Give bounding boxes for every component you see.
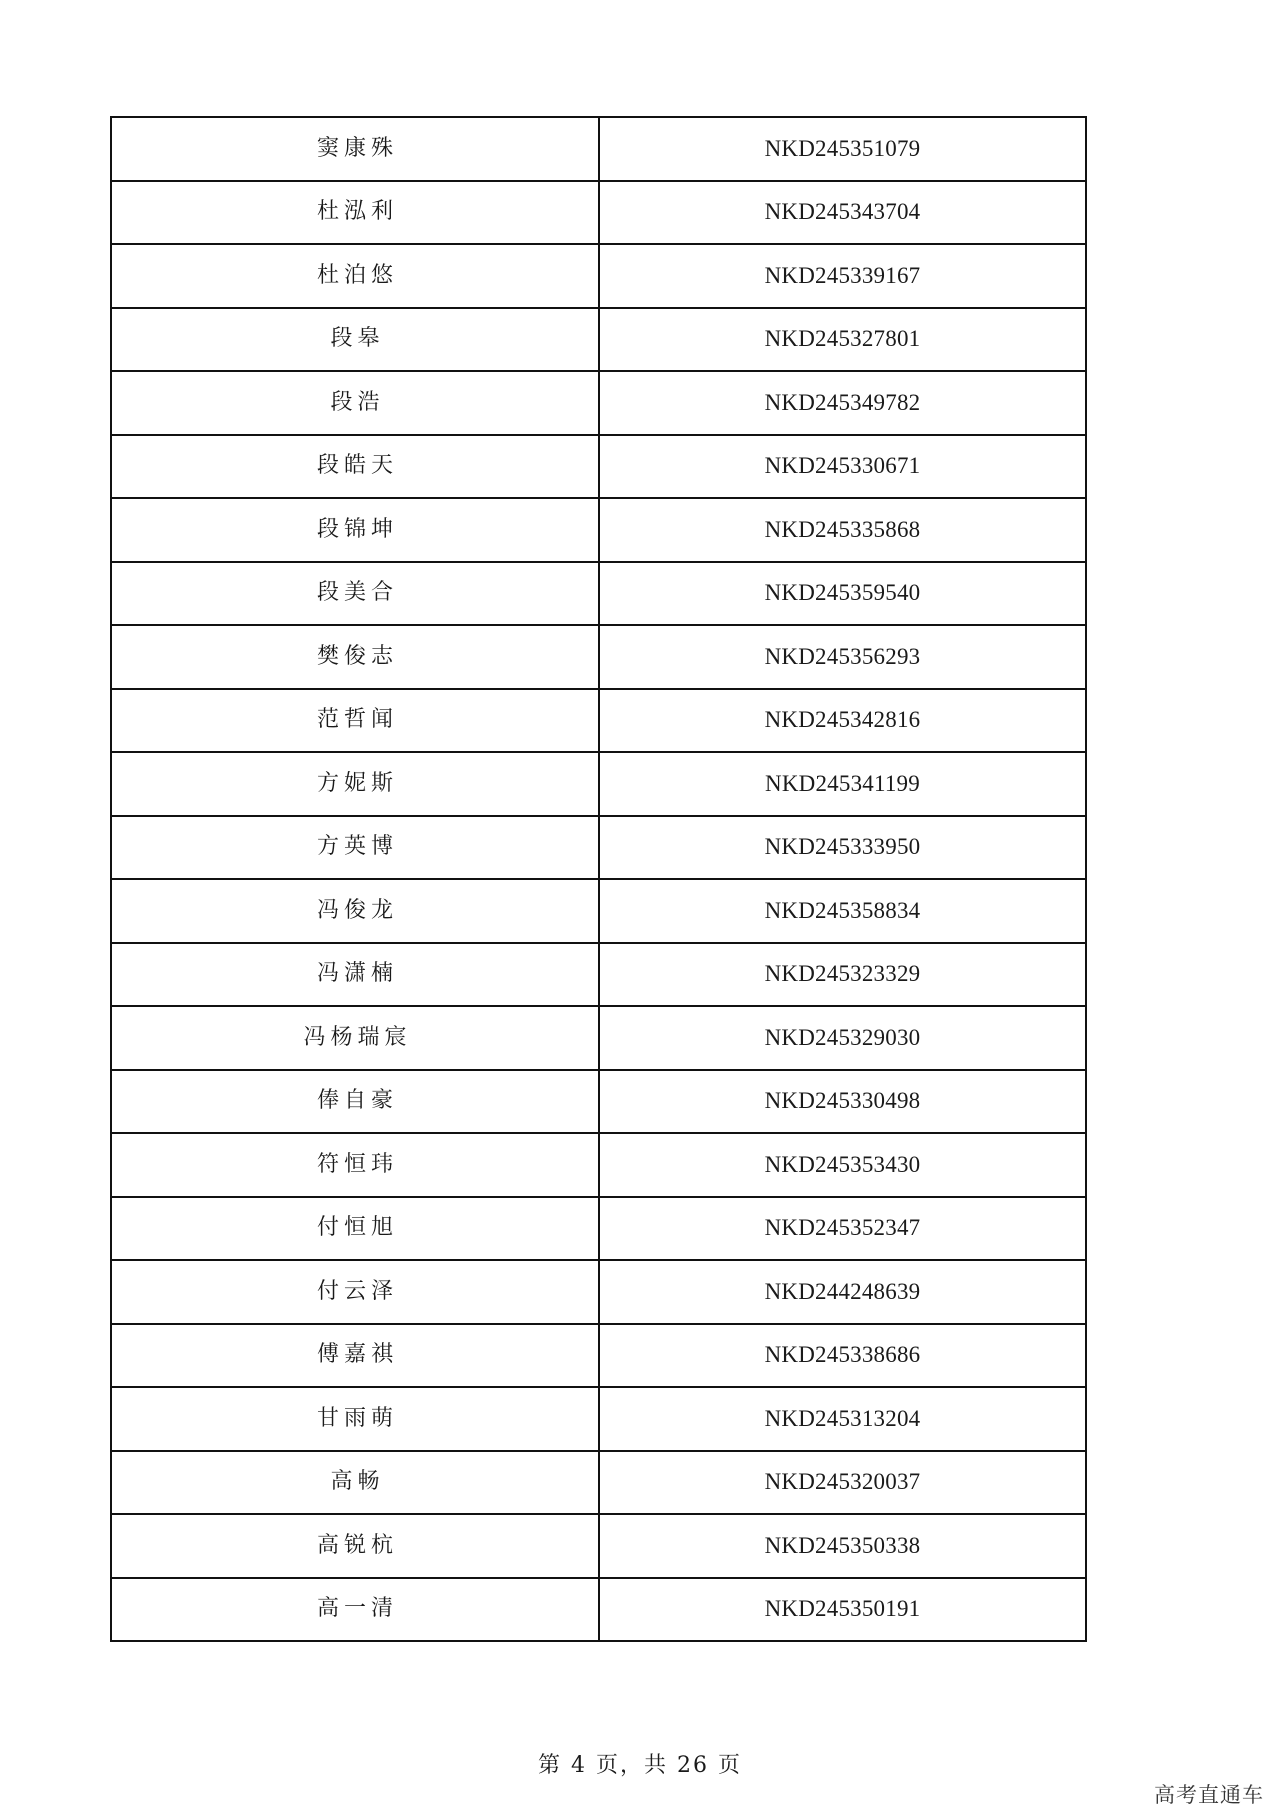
table-row: [111, 435, 1086, 499]
student-name-cell: 高锐杭: [111, 1514, 599, 1578]
page-number: 第 4 页，共 26 页: [538, 1753, 742, 1778]
table-row: [111, 1514, 1086, 1578]
student-name-cell: 甘雨萌: [111, 1387, 599, 1451]
student-name-cell: 范哲闻: [111, 689, 599, 753]
student-name-cell: 方妮斯: [111, 752, 599, 816]
student-name-cell: 段皋: [111, 308, 599, 372]
student-name-cell: 樊俊志: [111, 625, 599, 689]
candidate-id-cell: NKD245349782: [599, 371, 1086, 435]
table-row: [111, 371, 1086, 435]
candidate-id-cell: NKD245359540: [599, 562, 1086, 626]
table-row: [111, 1197, 1086, 1261]
student-name-cell: 方英博: [111, 816, 599, 880]
student-name-cell: 高畅: [111, 1451, 599, 1515]
candidate-id-cell: NKD245350338: [599, 1514, 1086, 1578]
roster-table: [110, 116, 1087, 1642]
student-name-cell: 段美合: [111, 562, 599, 626]
student-name-cell: 冯俊龙: [111, 879, 599, 943]
table-row: [111, 1006, 1086, 1070]
table-row: [111, 498, 1086, 562]
table-row: [111, 943, 1086, 1007]
student-name-cell: 杜泓利: [111, 181, 599, 245]
student-name-cell: 付云泽: [111, 1260, 599, 1324]
student-name-cell: 高一清: [111, 1578, 599, 1642]
table-row: [111, 1070, 1086, 1134]
table-row: [111, 117, 1086, 181]
table-row: [111, 308, 1086, 372]
table-row: [111, 752, 1086, 816]
table-row: [111, 1133, 1086, 1197]
table-row: [111, 1451, 1086, 1515]
candidate-id-cell: NKD245339167: [599, 244, 1086, 308]
student-name-cell: 冯潇楠: [111, 943, 599, 1007]
table-row: [111, 1578, 1086, 1642]
candidate-id-cell: NKD245327801: [599, 308, 1086, 372]
candidate-id-cell: NKD245338686: [599, 1324, 1086, 1388]
candidate-id-cell: NKD245330671: [599, 435, 1086, 499]
watermark-logo-text: 高考直通车: [1154, 1783, 1264, 1807]
student-name-cell: 段锦坤: [111, 498, 599, 562]
candidate-id-cell: NKD245352347: [599, 1197, 1086, 1261]
candidate-id-cell: NKD245323329: [599, 943, 1086, 1007]
candidate-id-cell: NKD245341199: [599, 752, 1086, 816]
table-row: [111, 181, 1086, 245]
candidate-id-cell: NKD245329030: [599, 1006, 1086, 1070]
student-name-cell: 付恒旭: [111, 1197, 599, 1261]
candidate-id-cell: NKD245333950: [599, 816, 1086, 880]
student-name-cell: 段浩: [111, 371, 599, 435]
candidate-id-cell: NKD245335868: [599, 498, 1086, 562]
student-name-cell: 窦康殊: [111, 117, 599, 181]
candidate-id-cell: NKD245350191: [599, 1578, 1086, 1642]
student-name-cell: 傅嘉祺: [111, 1324, 599, 1388]
candidate-id-cell: NKD245342816: [599, 689, 1086, 753]
table-row: [111, 1324, 1086, 1388]
candidate-id-cell: NKD245351079: [599, 117, 1086, 181]
student-name-cell: 冯杨瑞宸: [111, 1006, 599, 1070]
candidate-id-cell: NKD245353430: [599, 1133, 1086, 1197]
table-row: [111, 244, 1086, 308]
candidate-id-cell: NKD244248639: [599, 1260, 1086, 1324]
table-row: [111, 562, 1086, 626]
candidate-id-cell: NKD245358834: [599, 879, 1086, 943]
student-name-cell: 俸自豪: [111, 1070, 599, 1134]
candidate-id-cell: NKD245330498: [599, 1070, 1086, 1134]
student-name-cell: 段皓天: [111, 435, 599, 499]
candidate-id-cell: NKD245320037: [599, 1451, 1086, 1515]
student-name-cell: 符恒玮: [111, 1133, 599, 1197]
candidate-id-cell: NKD245343704: [599, 181, 1086, 245]
table-row: [111, 816, 1086, 880]
table-row: [111, 625, 1086, 689]
table-row: [111, 879, 1086, 943]
table-row: [111, 1387, 1086, 1451]
table-row: [111, 1260, 1086, 1324]
candidate-id-cell: NKD245356293: [599, 625, 1086, 689]
table-row: [111, 689, 1086, 753]
candidate-id-cell: NKD245313204: [599, 1387, 1086, 1451]
student-name-cell: 杜泊悠: [111, 244, 599, 308]
roster-table-body: [111, 117, 1086, 1641]
